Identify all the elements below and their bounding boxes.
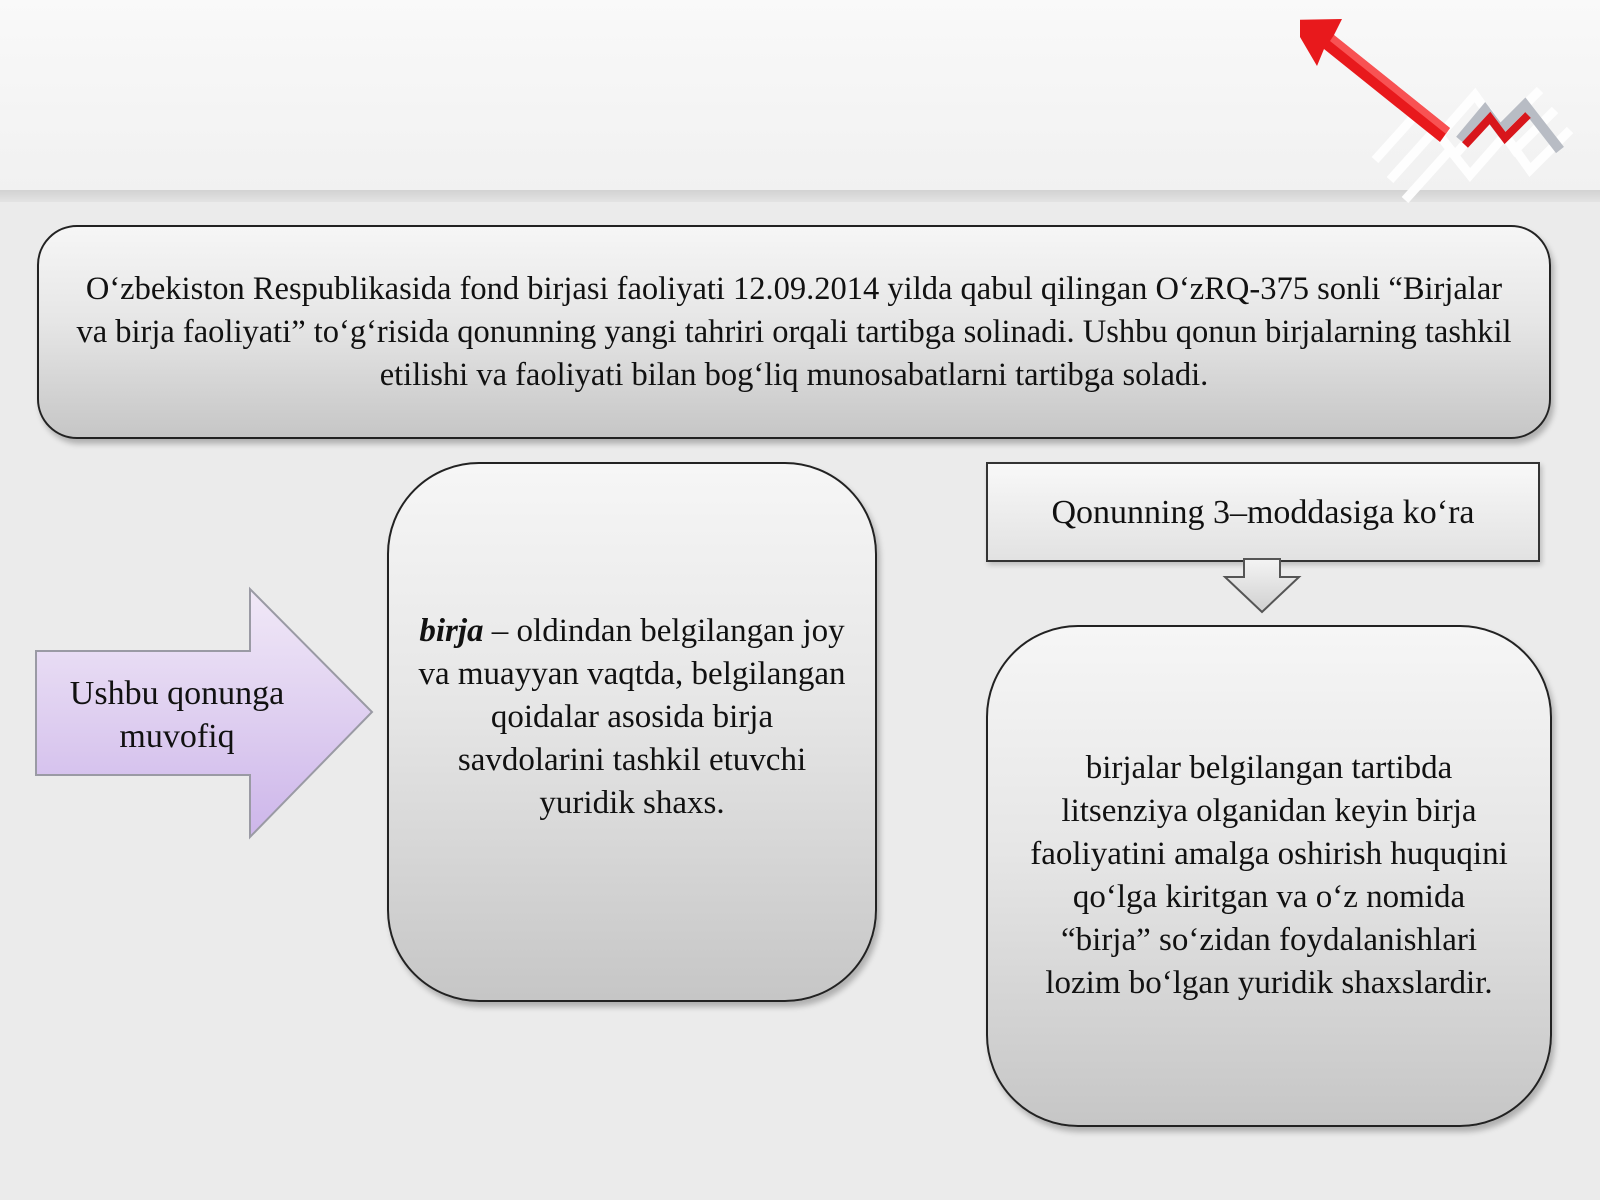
- article-content-text: birjalar belgilangan tartibda litsenziya olganidan keyin birja faoliyatini amalga oshirish huquqini qo‘lga kiritgan va o‘z nomida “birja” so‘zidan foydalanishlari lozim bo‘lgan yuridik shaxslardir.: [1030, 750, 1508, 1001]
- definition-box: [387, 462, 877, 1002]
- growth-arrow-logo: [1300, 10, 1600, 210]
- article-reference-box: [986, 462, 1540, 562]
- law-intro-text: O‘zbekiston Respublikasida fond birjasi faoliyati 12.09.2014 yilda qabul qilingan O‘zRQ-375 sonli “Birjalar va birja faoliyati” to‘g‘risida qonunning yangi tahriri orqali tartibga solinadi. Ushbu qonun birjalarning tashkil etilishi va faoliyati bilan bog‘liq munosabatlarni tartibga soladi.: [76, 270, 1512, 393]
- definition-term: birja: [419, 612, 484, 649]
- article-reference-label: Qonunning 3–moddasiga ko‘ra: [1051, 493, 1475, 531]
- according-arrow-label: Ushbu qonunga muvofiq: [69, 675, 285, 755]
- article-content-box: [986, 625, 1552, 1127]
- definition-text: [417, 610, 847, 825]
- down-arrow-icon: [1222, 557, 1302, 615]
- law-intro-box: [37, 225, 1551, 439]
- definition-body: – oldindan belgilangan joy va muayyan vaqtda, belgilangan qoidalar asosida birja savdolarini tashkil etuvchi yuridik shaxs.: [418, 612, 846, 821]
